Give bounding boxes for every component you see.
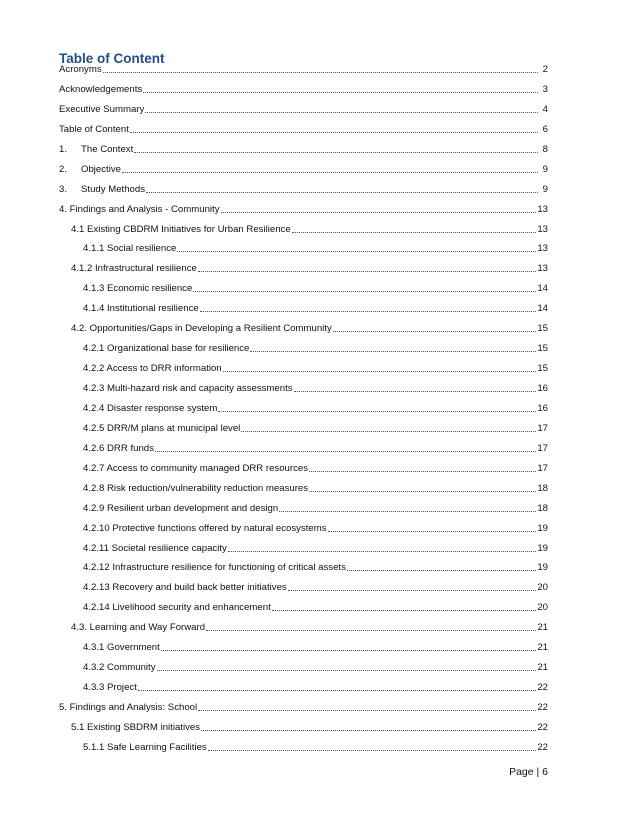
toc-entry[interactable] [0,415,638,435]
toc-entry[interactable] [0,63,638,76]
toc-entry-page: 4 [542,103,548,115]
toc-dot-leader [208,749,537,751]
toc-entry[interactable] [0,435,638,455]
toc-dot-leader [309,470,536,472]
toc-entry-page: 13 [537,203,548,215]
toc-entry-title: Study Methods [81,183,145,195]
toc-entry[interactable] [0,395,638,415]
toc-dot-leader [155,450,536,452]
toc-entry-title: 4.3.3 Project [83,682,137,694]
toc-entry-page: 19 [537,542,548,554]
page-number-footer: Page | 6 [509,766,548,778]
toc-dot-leader [272,609,537,611]
toc-entry-page: 15 [537,363,548,375]
toc-entry-page: 21 [537,642,548,654]
toc-dot-leader [250,350,536,352]
toc-entry-title: 4.2.6 DRR funds [83,442,154,454]
toc-entry[interactable] [0,255,638,275]
toc-entry-title: 4.1 Existing CBDRM Initiatives for Urban Resilience [71,223,291,235]
toc-entry[interactable] [0,136,638,156]
toc-entry-title: 4.2.2 Access to DRR information [83,363,222,375]
toc-entry[interactable] [0,734,638,754]
toc-entry[interactable] [0,315,638,335]
toc-entry-title: 5. Findings and Analysis: School [59,702,198,713]
toc-entry[interactable] [0,574,638,594]
toc-entry-title: 4.2.14 Livelihood security and enhancement [83,602,271,614]
toc-entry-title: 4.2.11 Societal resilience capacity [83,542,227,554]
toc-entry-page: 13 [537,243,548,255]
toc-entry[interactable] [0,515,638,535]
toc-dot-leader [161,649,537,651]
toc-entry-title: Acknowledgements [59,83,143,95]
toc-entry-page: 15 [537,343,548,355]
toc-dot-leader [228,550,537,552]
toc-entry[interactable] [0,156,638,176]
toc-dot-leader [294,390,537,392]
toc-dot-leader [218,410,536,412]
toc-entry-page: 16 [537,383,548,394]
toc-dot-leader [201,729,536,731]
toc-entry-page: 2 [542,64,548,75]
toc-entry[interactable] [0,475,638,495]
toc-entry-number: 2. [59,163,68,175]
toc-dot-leader [347,569,536,571]
toc-entry-page: 18 [537,482,548,494]
toc-entry-title: 4.2.1 Organizational base for resilience [83,343,250,355]
toc-entry[interactable] [0,694,638,714]
toc-entry[interactable] [0,116,638,136]
toc-dot-leader [198,709,536,711]
toc-entry[interactable] [0,96,638,116]
toc-entry-title: 4.2.10 Protective functions offered by natural ecosystems [83,522,327,534]
toc-dot-leader [328,530,537,532]
toc-entry-page: 14 [537,283,548,295]
toc-entry[interactable] [0,555,638,575]
toc-dot-leader [145,111,538,113]
toc-entry[interactable] [0,535,638,555]
toc-entry-page: 19 [537,522,548,534]
toc-dot-leader [157,669,537,671]
toc-entry-page: 19 [537,562,548,574]
toc-entry-title: 4.2.12 Infrastructure resilience for functioning of critical assets [83,562,346,574]
toc-dot-leader [130,131,538,133]
toc-entry-page: 3 [542,83,548,95]
toc-entry-title: 4.3.1 Government [83,642,160,654]
toc-entry-page: 8 [542,143,548,155]
toc-entry-page: 17 [537,442,548,454]
toc-entry[interactable] [0,275,638,295]
toc-entry[interactable] [0,375,638,395]
toc-dot-leader [138,689,536,691]
toc-entry-page: 22 [537,721,548,733]
toc-entry[interactable] [0,196,638,216]
toc-entry-page: 20 [537,602,548,614]
toc-dot-leader [221,211,537,213]
toc-entry[interactable] [0,654,638,674]
toc-entry-title: 5.1 Existing SBDRM initiatives [71,721,201,733]
toc-entry-number: 3. [59,183,68,195]
toc-dot-leader [103,71,538,73]
toc-entry-page: 22 [537,682,548,694]
toc-entry-page: 22 [537,702,548,713]
toc-entry-title: Acronyms [59,64,102,75]
toc-entry-title: 4.2.13 Recovery and build back better initiatives [83,582,287,594]
toc-dot-leader [122,171,538,173]
toc-dot-leader [288,589,537,591]
toc-entry[interactable] [0,455,638,475]
toc-entry-page: 13 [537,263,548,275]
toc-dot-leader [146,191,538,193]
toc-entry-page: 17 [537,462,548,474]
toc-entry-title: 4.1.2 Infrastructural resilience [71,263,197,275]
toc-dot-leader [177,250,536,252]
toc-entry[interactable] [0,176,638,196]
toc-entry-page: 20 [537,582,548,594]
toc-dot-leader [198,270,536,272]
toc-entry[interactable] [0,634,638,654]
toc-entry-title: 5.1.1 Safe Learning Facilities [83,741,207,753]
toc-dot-leader [193,290,536,292]
toc-entry-title: 4.1.3 Economic resilience [83,283,193,295]
toc-entry[interactable] [0,335,638,355]
toc-entry-title: 4.2.7 Access to community managed DRR resources [83,462,309,474]
toc-entry-page: 16 [537,402,548,414]
toc-dot-leader [279,510,536,512]
toc-entry-page: 15 [537,323,548,335]
toc-entry-title: 4.2.3 Multi-hazard risk and capacity assessments [83,383,293,394]
toc-entry-title: 4.2.8 Risk reduction/vulnerability reduction measures [83,482,309,494]
toc-entry-title: 4.3.2 Community [83,662,156,674]
toc-entry-page: 6 [542,123,548,135]
toc-dot-leader [309,490,536,492]
toc-entry[interactable] [0,355,638,375]
toc-dot-leader [200,310,537,312]
toc-entry-page: 17 [537,422,548,434]
toc-entry-page: 9 [542,163,548,175]
toc-dot-leader [223,370,537,372]
toc-entry-number: 1. [59,143,68,155]
toc-entry-page: 21 [537,662,548,674]
toc-entry[interactable] [0,236,638,256]
toc-entry-title: 4.2.5 DRR/M plans at municipal level [83,422,241,434]
toc-entry[interactable] [0,76,638,96]
toc-dot-leader [241,430,536,432]
toc-entry-title: 4.2.4 Disaster response system [83,402,218,414]
toc-entry-title: 4.2. Opportunities/Gaps in Developing a Resilient Community [71,323,332,335]
toc-entry[interactable] [0,674,638,694]
toc-dot-leader [143,91,538,93]
toc-entry-title: 4. Findings and Analysis - Community [59,203,220,215]
toc-entry-title: Objective [81,163,121,175]
toc-entry-title: 4.1.4 Institutional resilience [83,303,199,315]
toc-dot-leader [333,330,537,332]
table-of-contents [0,63,638,754]
toc-dot-leader [292,231,537,233]
toc-entry[interactable] [0,614,638,634]
toc-entry-title: 4.3. Learning and Way Forward [71,622,206,634]
toc-entry-title: The Context [81,143,134,155]
toc-entry[interactable] [0,495,638,515]
toc-entry-title: 4.1.1 Social resilience [83,243,177,255]
toc-dot-leader [206,629,536,631]
page-title: Table of Content [59,51,165,66]
toc-entry-page: 21 [537,622,548,634]
toc-entry-page: 18 [537,502,548,514]
toc-entry-title: 4.2.9 Resilient urban development and design [83,502,279,514]
toc-entry[interactable] [0,594,638,614]
toc-entry-page: 9 [542,183,548,195]
toc-entry-title: Executive Summary [59,103,145,115]
toc-entry[interactable] [0,295,638,315]
toc-entry-title: Table of Content [59,123,129,135]
toc-entry-page: 14 [537,303,548,315]
toc-entry-page: 22 [537,741,548,753]
toc-entry[interactable] [0,714,638,734]
toc-entry[interactable] [0,216,638,236]
toc-dot-leader [134,151,538,153]
toc-entry-page: 13 [537,223,548,235]
